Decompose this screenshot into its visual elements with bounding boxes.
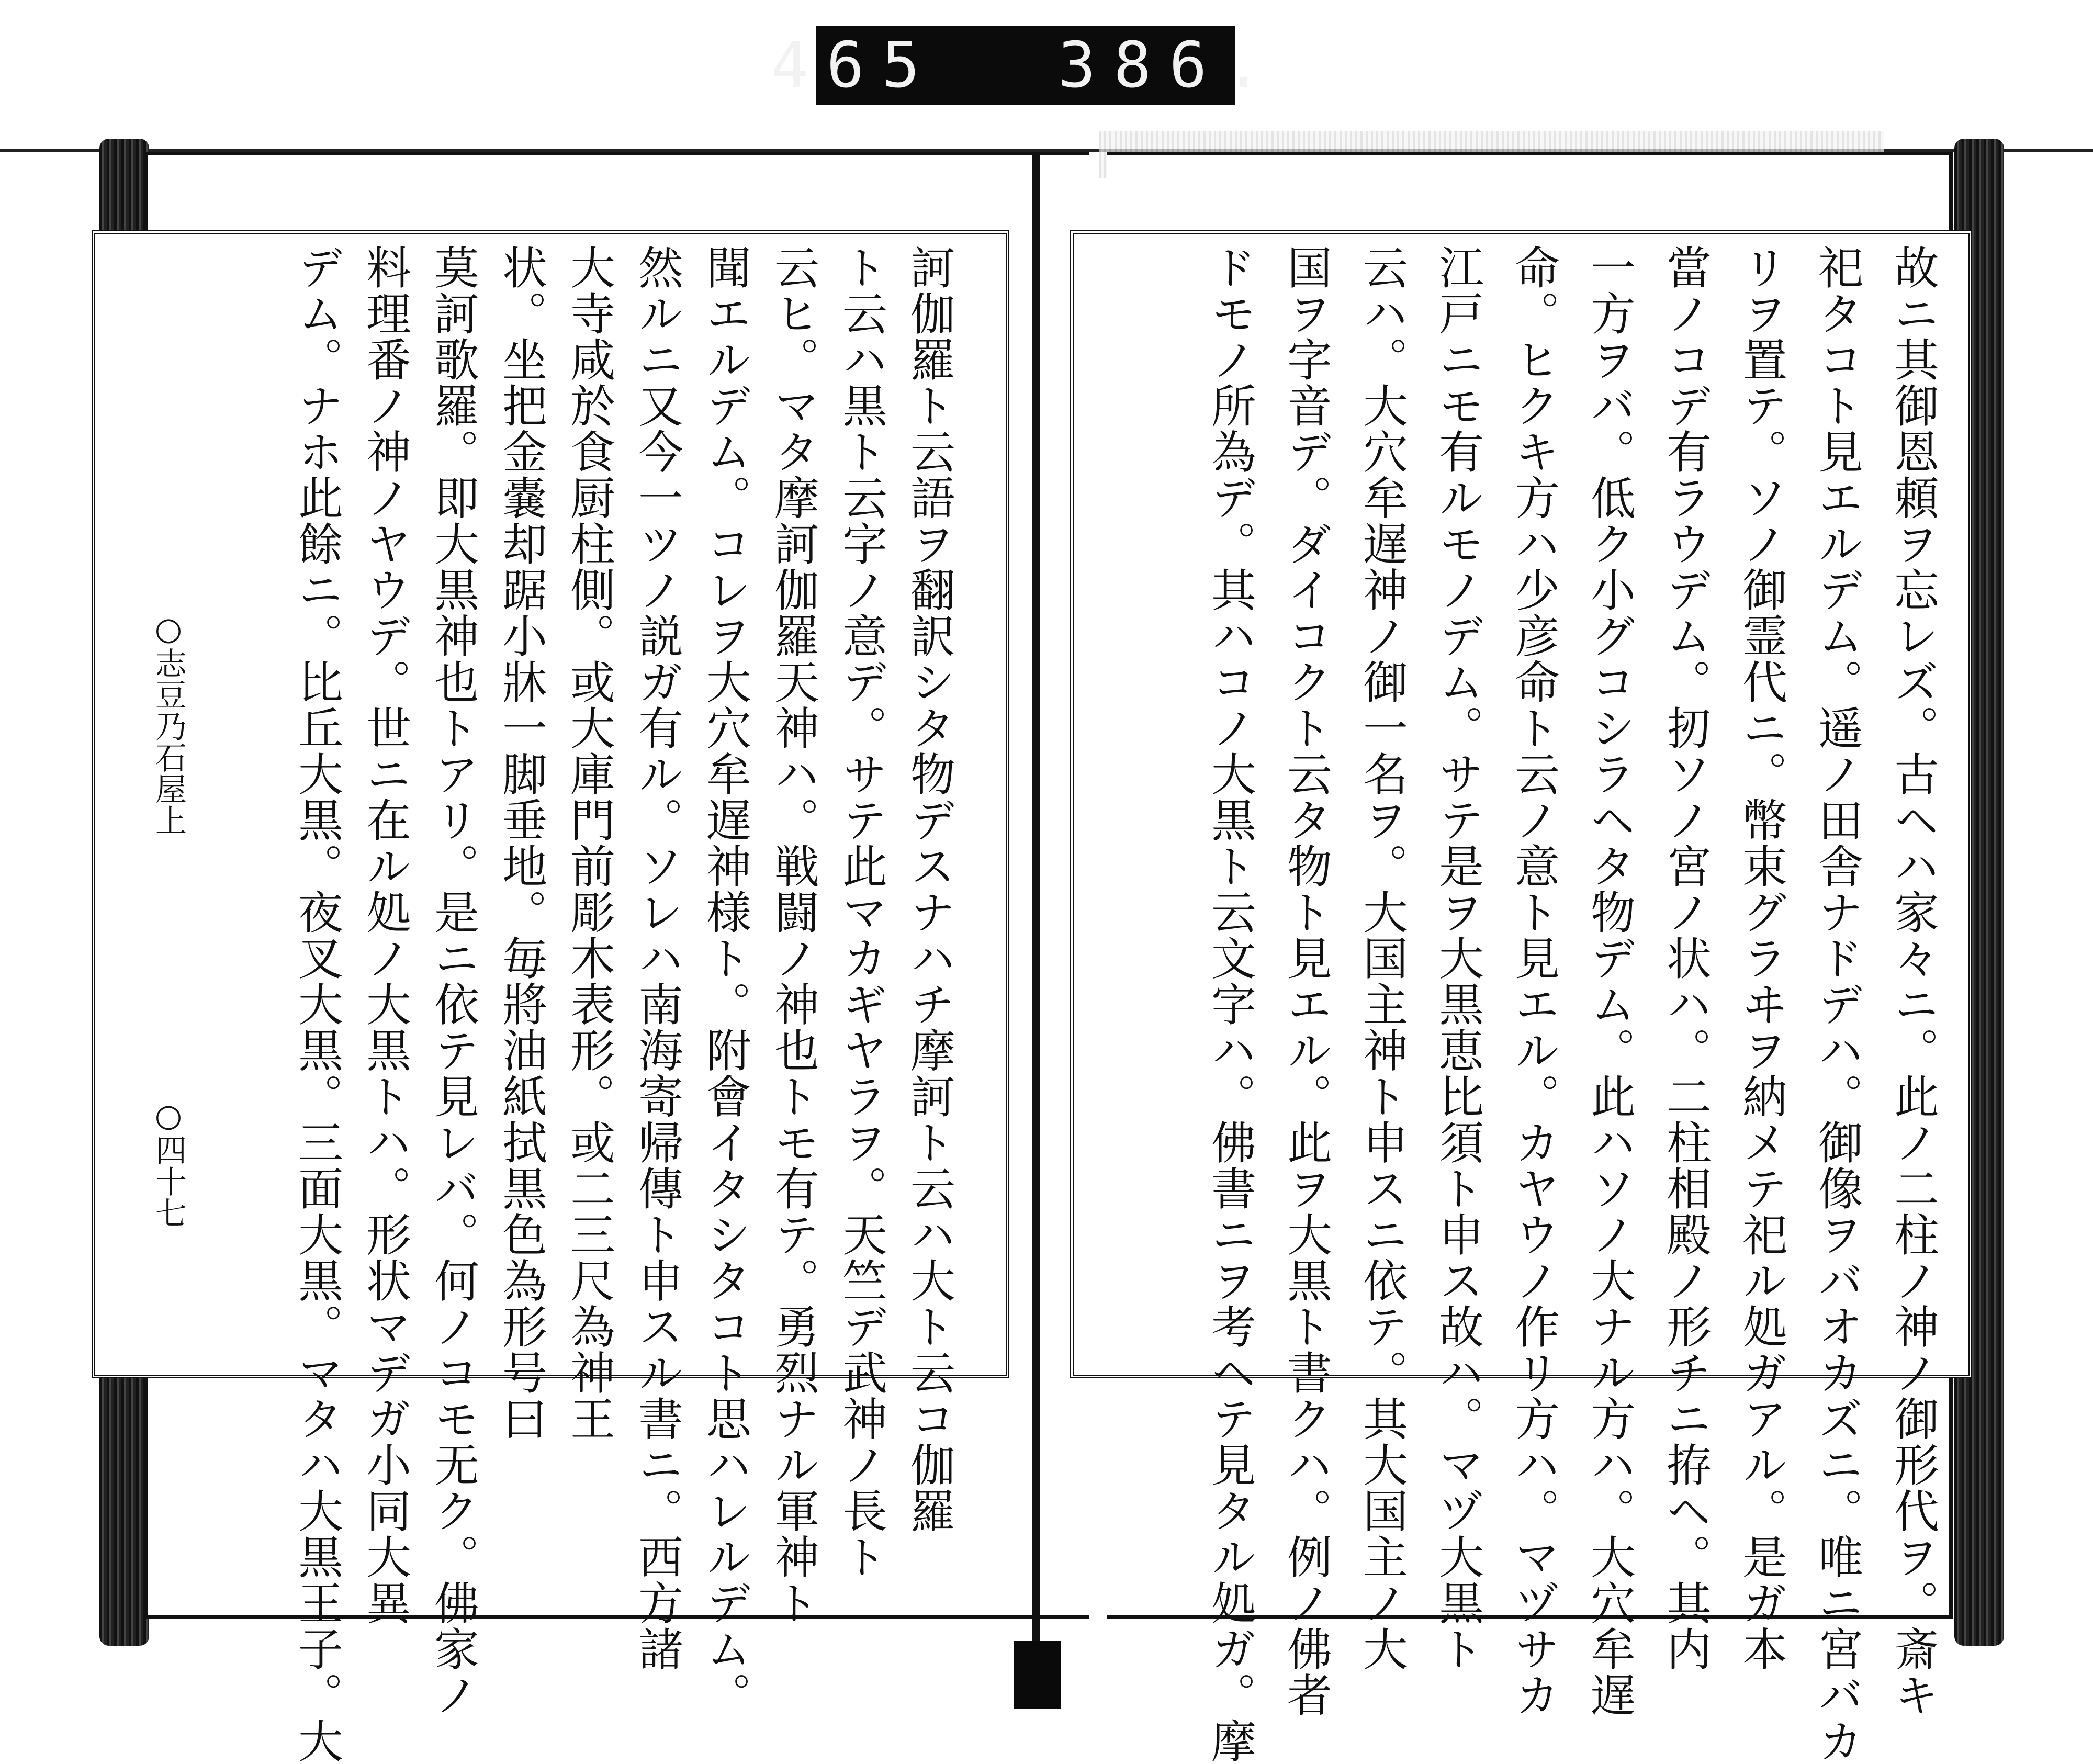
text-column: 聞エルデム。コレヲ大穴牟遅神様ト。附會イタシタコト思ハレルデム。	[699, 244, 751, 1718]
text-column: 命。ヒクキ方ハ少彦命ト云ノ意ト見エル。カヤウノ作リ方ハ。マヅサカ	[1507, 244, 1559, 1718]
text-column: 大寺咸於食厨柱側。或大庫門前彫木表形。或二三尺為神王	[562, 244, 615, 1442]
text-column: 故ニ其御恩頼ヲ忘レズ。古ヘハ家々ニ。此ノ二柱ノ神ノ御形代ヲ。斎キ	[1886, 244, 1939, 1718]
text-column: リヲ置テ。ソノ御霊代ニ。幣束グラヰヲ納メテ祀ル処ガアル。是ガ本	[1735, 244, 1787, 1672]
text-column: 状。坐把金嚢却踞小牀一脚垂地。毎將油紙拭黒色為形号曰	[494, 244, 547, 1442]
text-column: 訶伽羅ト云語ヲ翻訳シタ物デスナハチ摩訶ト云ハ大ト云コ伽羅	[903, 244, 955, 1534]
running-title: ○志豆乃石屋上	[150, 611, 187, 836]
text-column: 料理番ノ神ノヤウデ。世ニ在ル処ノ大黒トハ。形状マデガ小同大異	[358, 244, 411, 1626]
text-column: 云ヒ。マタ摩訶伽羅天神ハ。戦闘ノ神也トモ有テ。勇烈ナル軍神ト	[767, 244, 819, 1626]
frame-number-right: 386.	[1057, 29, 1280, 102]
text-column: 一方ヲバ。低ク小グコシラヘタ物デム。此ハソノ大ナル方ハ。大穴牟遅	[1583, 244, 1635, 1718]
text-column: 江戸ニモ有ルモノデム。サテ是ヲ大黒恵比須ト申ス故ハ。マヅ大黒ト	[1431, 244, 1483, 1672]
text-column: 祀タコト見エルデム。遥ノ田舎ナドデハ。御像ヲバオカズニ。唯ニ宮バカ	[1810, 244, 1863, 1764]
text-column: ドモノ所為デ。其ハコノ大黒ト云文字ハ。佛書ニヲ考ヘテ見タル処ガ。摩	[1203, 244, 1256, 1764]
text-column: 国ヲ字音デ。ダイコクト云タ物ト見エル。此ヲ大黒ト書クハ。例ノ佛者	[1279, 244, 1332, 1718]
book-gutter	[1032, 154, 1040, 1703]
text-column: ト云ハ黒ト云字ノ意デ。サテ此マカギヤラヲ。天竺デ武神ノ長ト	[835, 244, 887, 1580]
text-column: 莫訶歌羅。即大黒神也トアリ。是ニ依テ見レバ。何ノコモ无ク。佛家ノ	[426, 244, 479, 1718]
frame-counter-label	[771, 26, 1280, 105]
text-column: デム。ナホ此餘ニ。比丘大黒。夜叉大黒。三面大黒。マタハ大黒王子。大	[290, 244, 343, 1764]
frame-number-left: 465	[771, 29, 938, 102]
text-column: 當ノコデ有ラウデム。扨ソノ宮ノ状ハ。二柱相殿ノ形チニ拵ヘ。其内	[1659, 244, 1711, 1672]
right-page-text-frame	[1070, 230, 1972, 1764]
binding-block	[1014, 1641, 1061, 1709]
text-column: 云ハ。大穴牟遅神ノ御一名ヲ。大国主神ト申スニ依テ。其大国主ノ大	[1355, 244, 1408, 1672]
text-column: 然ルニ又今一ツノ説ガ有ル。ソレハ南海寄帰傳ト申スル書ニ。西方諸	[631, 244, 683, 1672]
page-number: ○四十七	[150, 1097, 187, 1228]
left-page-text-frame	[92, 230, 1009, 1764]
